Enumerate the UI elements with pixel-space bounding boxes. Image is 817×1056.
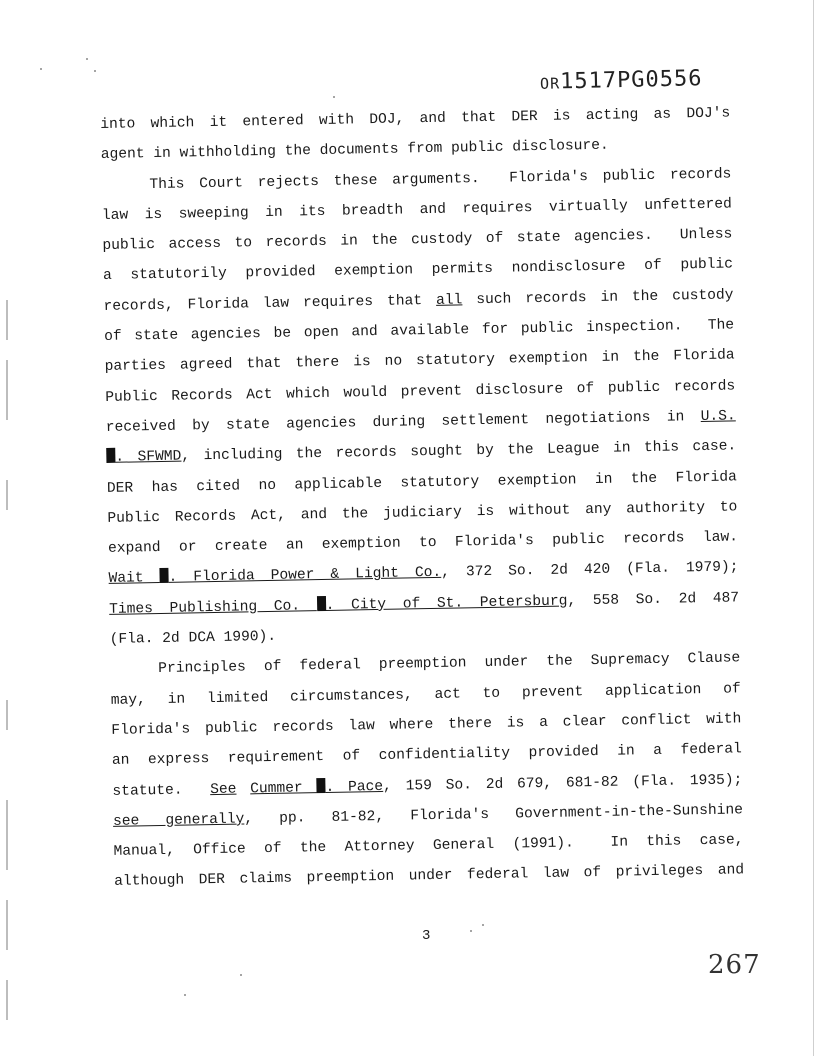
case-citation: Cummer . Pace: [250, 778, 384, 797]
case-citation: . SFWMD: [106, 449, 181, 466]
redaction-mark: [317, 596, 326, 611]
page-number: 3: [422, 928, 431, 944]
scan-speck: [333, 96, 335, 98]
case-citation: Times Publishing Co. . City of St. Petersburg: [109, 593, 568, 618]
redaction-mark: [159, 568, 168, 583]
scan-speck: [240, 974, 242, 976]
scan-speck: [184, 994, 186, 996]
text-line: into which it entered with DOJ, and that DER is acting as DOJ's: [100, 105, 731, 133]
stamp-prefix: OR: [539, 74, 561, 93]
scan-edge-line: [813, 0, 814, 1056]
scan-speck: [470, 930, 472, 932]
scan-speck: [482, 924, 484, 926]
text-line: expand or create an exemption to Florida's public records law.: [107, 529, 739, 558]
bates-number: 267: [708, 950, 761, 980]
text-line: . SFWMD, including the records sought by the League in this case.: [106, 432, 736, 474]
text-line: Principles of federal preemption under the Supremacy Clause: [158, 650, 741, 678]
text-line: Public Records Act which would prevent disclosure of public records: [105, 378, 736, 406]
redaction-mark: [106, 448, 115, 463]
text-line: Times Publishing Co. . City of St. Petersburg, 558 So. 2d 487: [109, 590, 740, 618]
text-line: public access to records in the custody of state agencies. Unless: [102, 226, 733, 255]
scan-speck: [86, 58, 88, 60]
text-line: an express requirement of confidentiality provided in a federal: [111, 741, 742, 770]
text-line: of state agencies be open and available for public inspection. The: [104, 317, 735, 346]
text-line: Wait . Florida Power & Light Co., 372 So. 2d 420 (Fla. 1979);: [108, 559, 739, 588]
text-line: parties agreed that there is no statutory exemption in the Florida: [104, 347, 735, 376]
text-line: Public Records Act, and the judiciary is without any authority to: [107, 499, 738, 527]
signal-see-generally: see generally: [112, 811, 245, 830]
text-line: a statutorily provided exemption permits nondisclosure of public: [102, 256, 734, 285]
scan-edge-artifacts: [6, 280, 26, 1040]
scan-speck: [40, 68, 42, 70]
text-line: law is sweeping in its breadth and requires virtually unfettered: [101, 196, 732, 224]
scan-speck: [94, 70, 96, 72]
text-line: see generally, pp. 81-82, Florida's Government-in-the-Sunshine: [112, 802, 744, 830]
text-line: Florida's public records law where there is a clear conflict with: [111, 711, 742, 739]
redaction-mark: [316, 778, 325, 793]
signal-see: See: [209, 781, 237, 798]
record-book-stamp: [540, 66, 703, 95]
text-line: Manual, Office of the Attorney General (1991). In this case,: [113, 832, 744, 860]
text-line: may, in limited circumstances, act to prevent application of: [110, 680, 741, 709]
text-line: agent in withholding the documents from public disclosure.: [100, 137, 609, 164]
text-line: received by state agencies during settlement negotiations in U.S.: [105, 408, 736, 436]
case-citation: U.S.: [700, 408, 736, 426]
text-line: This Court rejects these arguments. Florida's public records: [149, 166, 732, 193]
body-text: [100, 98, 744, 897]
text-line: statute. See Cummer . Pace, 159 So. 2d 679, 681-82 (Fla. 1935);: [112, 771, 743, 800]
text-line: DER has cited no applicable statutory exemption in the Florida: [106, 468, 737, 497]
text-line: although DER claims preemption under federal law of privileges and: [114, 862, 745, 891]
stamp-number: 1517PG0556: [559, 66, 703, 95]
emphasis-all: all: [435, 292, 463, 309]
case-citation: Wait . Florida Power & Light Co.: [108, 565, 442, 588]
text-line: (Fla. 2d DCA 1990).: [109, 628, 277, 648]
text-line: records, Florida law requires that all such records in the custody: [103, 287, 734, 315]
